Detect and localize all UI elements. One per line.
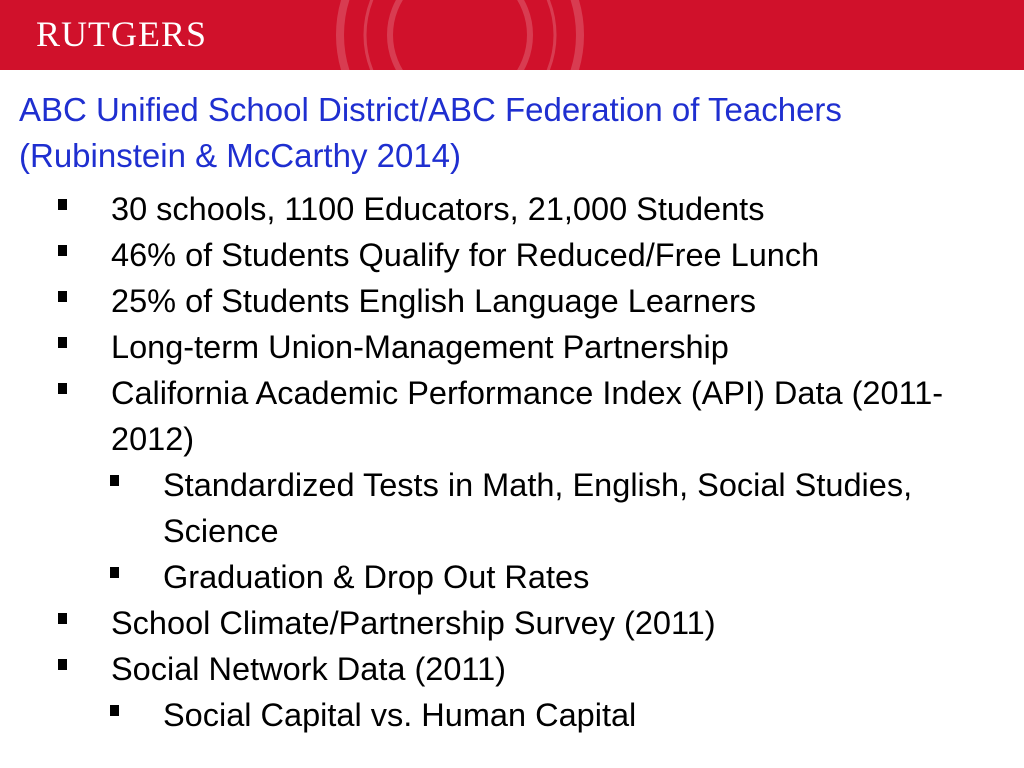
bullet-item <box>0 186 1024 232</box>
bullet-marker-icon <box>58 383 67 394</box>
slide-title <box>19 87 1014 179</box>
bullet-text: California Academic Performance Index (API) Data (2011-2012) <box>111 375 944 457</box>
bullet-list <box>0 186 1024 738</box>
bullet-text: 30 schools, 1100 Educators, 21,000 Students <box>111 191 765 227</box>
bullet-text: 25% of Students English Language Learners <box>111 283 757 319</box>
bullet-marker-icon <box>110 475 119 486</box>
bullet-marker-icon <box>58 613 67 624</box>
bullet-text: Social Network Data (2011) <box>111 651 506 687</box>
bullet-marker-icon <box>58 199 67 210</box>
bullet-item <box>0 324 1024 370</box>
bullet-text: Long-term Union-Management Partnership <box>111 329 729 365</box>
slide-title-line-1: ABC Unified School District/ABC Federation of Teachers <box>19 91 842 128</box>
bullet-text: 46% of Students Qualify for Reduced/Free Lunch <box>111 237 820 273</box>
bullet-marker-icon <box>58 245 67 256</box>
bullet-marker-icon <box>110 705 119 716</box>
bullet-marker-icon <box>110 567 119 578</box>
slide-title-line-2: (Rubinstein & McCarthy 2014) <box>19 137 462 174</box>
sub-bullet-item <box>0 692 1024 738</box>
sub-bullet-item <box>0 462 1024 554</box>
bullet-text: Graduation & Drop Out Rates <box>163 559 590 595</box>
sub-bullet-item <box>0 554 1024 600</box>
bullet-item <box>0 232 1024 278</box>
university-seal-watermark-icon <box>330 0 590 70</box>
rutgers-logo: RUTGERS <box>36 14 208 54</box>
header-banner <box>0 0 1024 70</box>
bullet-marker-icon <box>58 659 67 670</box>
bullet-text: Standardized Tests in Math, English, Social Studies, Science <box>163 467 913 549</box>
bullet-item <box>0 646 1024 692</box>
bullet-item <box>0 370 1024 462</box>
bullet-marker-icon <box>58 291 67 302</box>
bullet-item <box>0 278 1024 324</box>
bullet-marker-icon <box>58 337 67 348</box>
bullet-text: Social Capital vs. Human Capital <box>163 697 637 733</box>
bullet-item <box>0 600 1024 646</box>
bullet-text: School Climate/Partnership Survey (2011) <box>111 605 716 641</box>
